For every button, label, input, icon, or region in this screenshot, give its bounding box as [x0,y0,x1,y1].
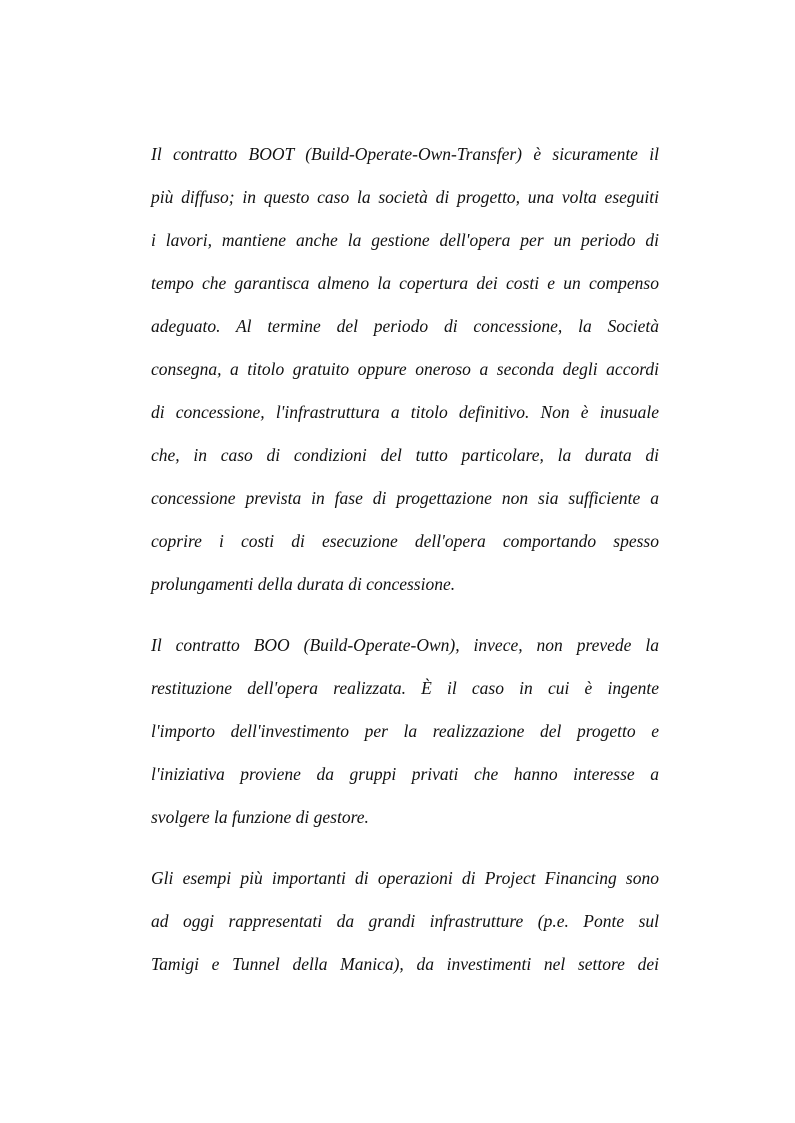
text-line: svolgere la funzione di gestore. [151,807,369,827]
text-line: consegna, a titolo gratuito oppure oneroso a seconda degli accordi [151,359,659,379]
text-line: i lavori, mantiene anche la gestione dell'opera per un periodo di [151,230,659,250]
paragraph-boot-contract [151,142,659,615]
text-line: prolungamenti della durata di concessione. [151,574,456,594]
text-line: Tamigi e Tunnel della Manica), da investimenti nel settore dei [151,954,659,974]
text-line: l'iniziativa proviene da gruppi privati che hanno interesse a [151,764,659,784]
text-line: Il contratto BOOT (Build-Operate-Own-Transfer) è sicuramente il [151,144,659,164]
text-line: che, in caso di condizioni del tutto particolare, la durata di [151,445,659,465]
text-line: l'importo dell'investimento per la realizzazione del progetto e [151,721,659,741]
text-line: concessione prevista in fase di progettazione non sia sufficiente a [151,488,659,508]
paragraph-boo-contract [151,633,659,848]
paragraph-project-financing-examples [151,866,659,995]
text-line: Gli esempi più importanti di operazioni di Project Financing sono [151,868,659,888]
text-line: restituzione dell'opera realizzata. È il caso in cui è ingente [151,678,659,698]
text-line: Il contratto BOO (Build-Operate-Own), invece, non prevede la [151,635,659,655]
text-line: coprire i costi di esecuzione dell'opera comportando spesso [151,531,659,551]
text-line: adeguato. Al termine del periodo di concessione, la Società [151,316,659,336]
text-line: tempo che garantisca almeno la copertura dei costi e un compenso [151,273,659,293]
text-line: ad oggi rappresentati da grandi infrastrutture (p.e. Ponte sul [151,911,659,931]
text-line: più diffuso; in questo caso la società di progetto, una volta eseguiti [151,187,659,207]
text-line: di concessione, l'infrastruttura a titolo definitivo. Non è inusuale [151,402,659,422]
